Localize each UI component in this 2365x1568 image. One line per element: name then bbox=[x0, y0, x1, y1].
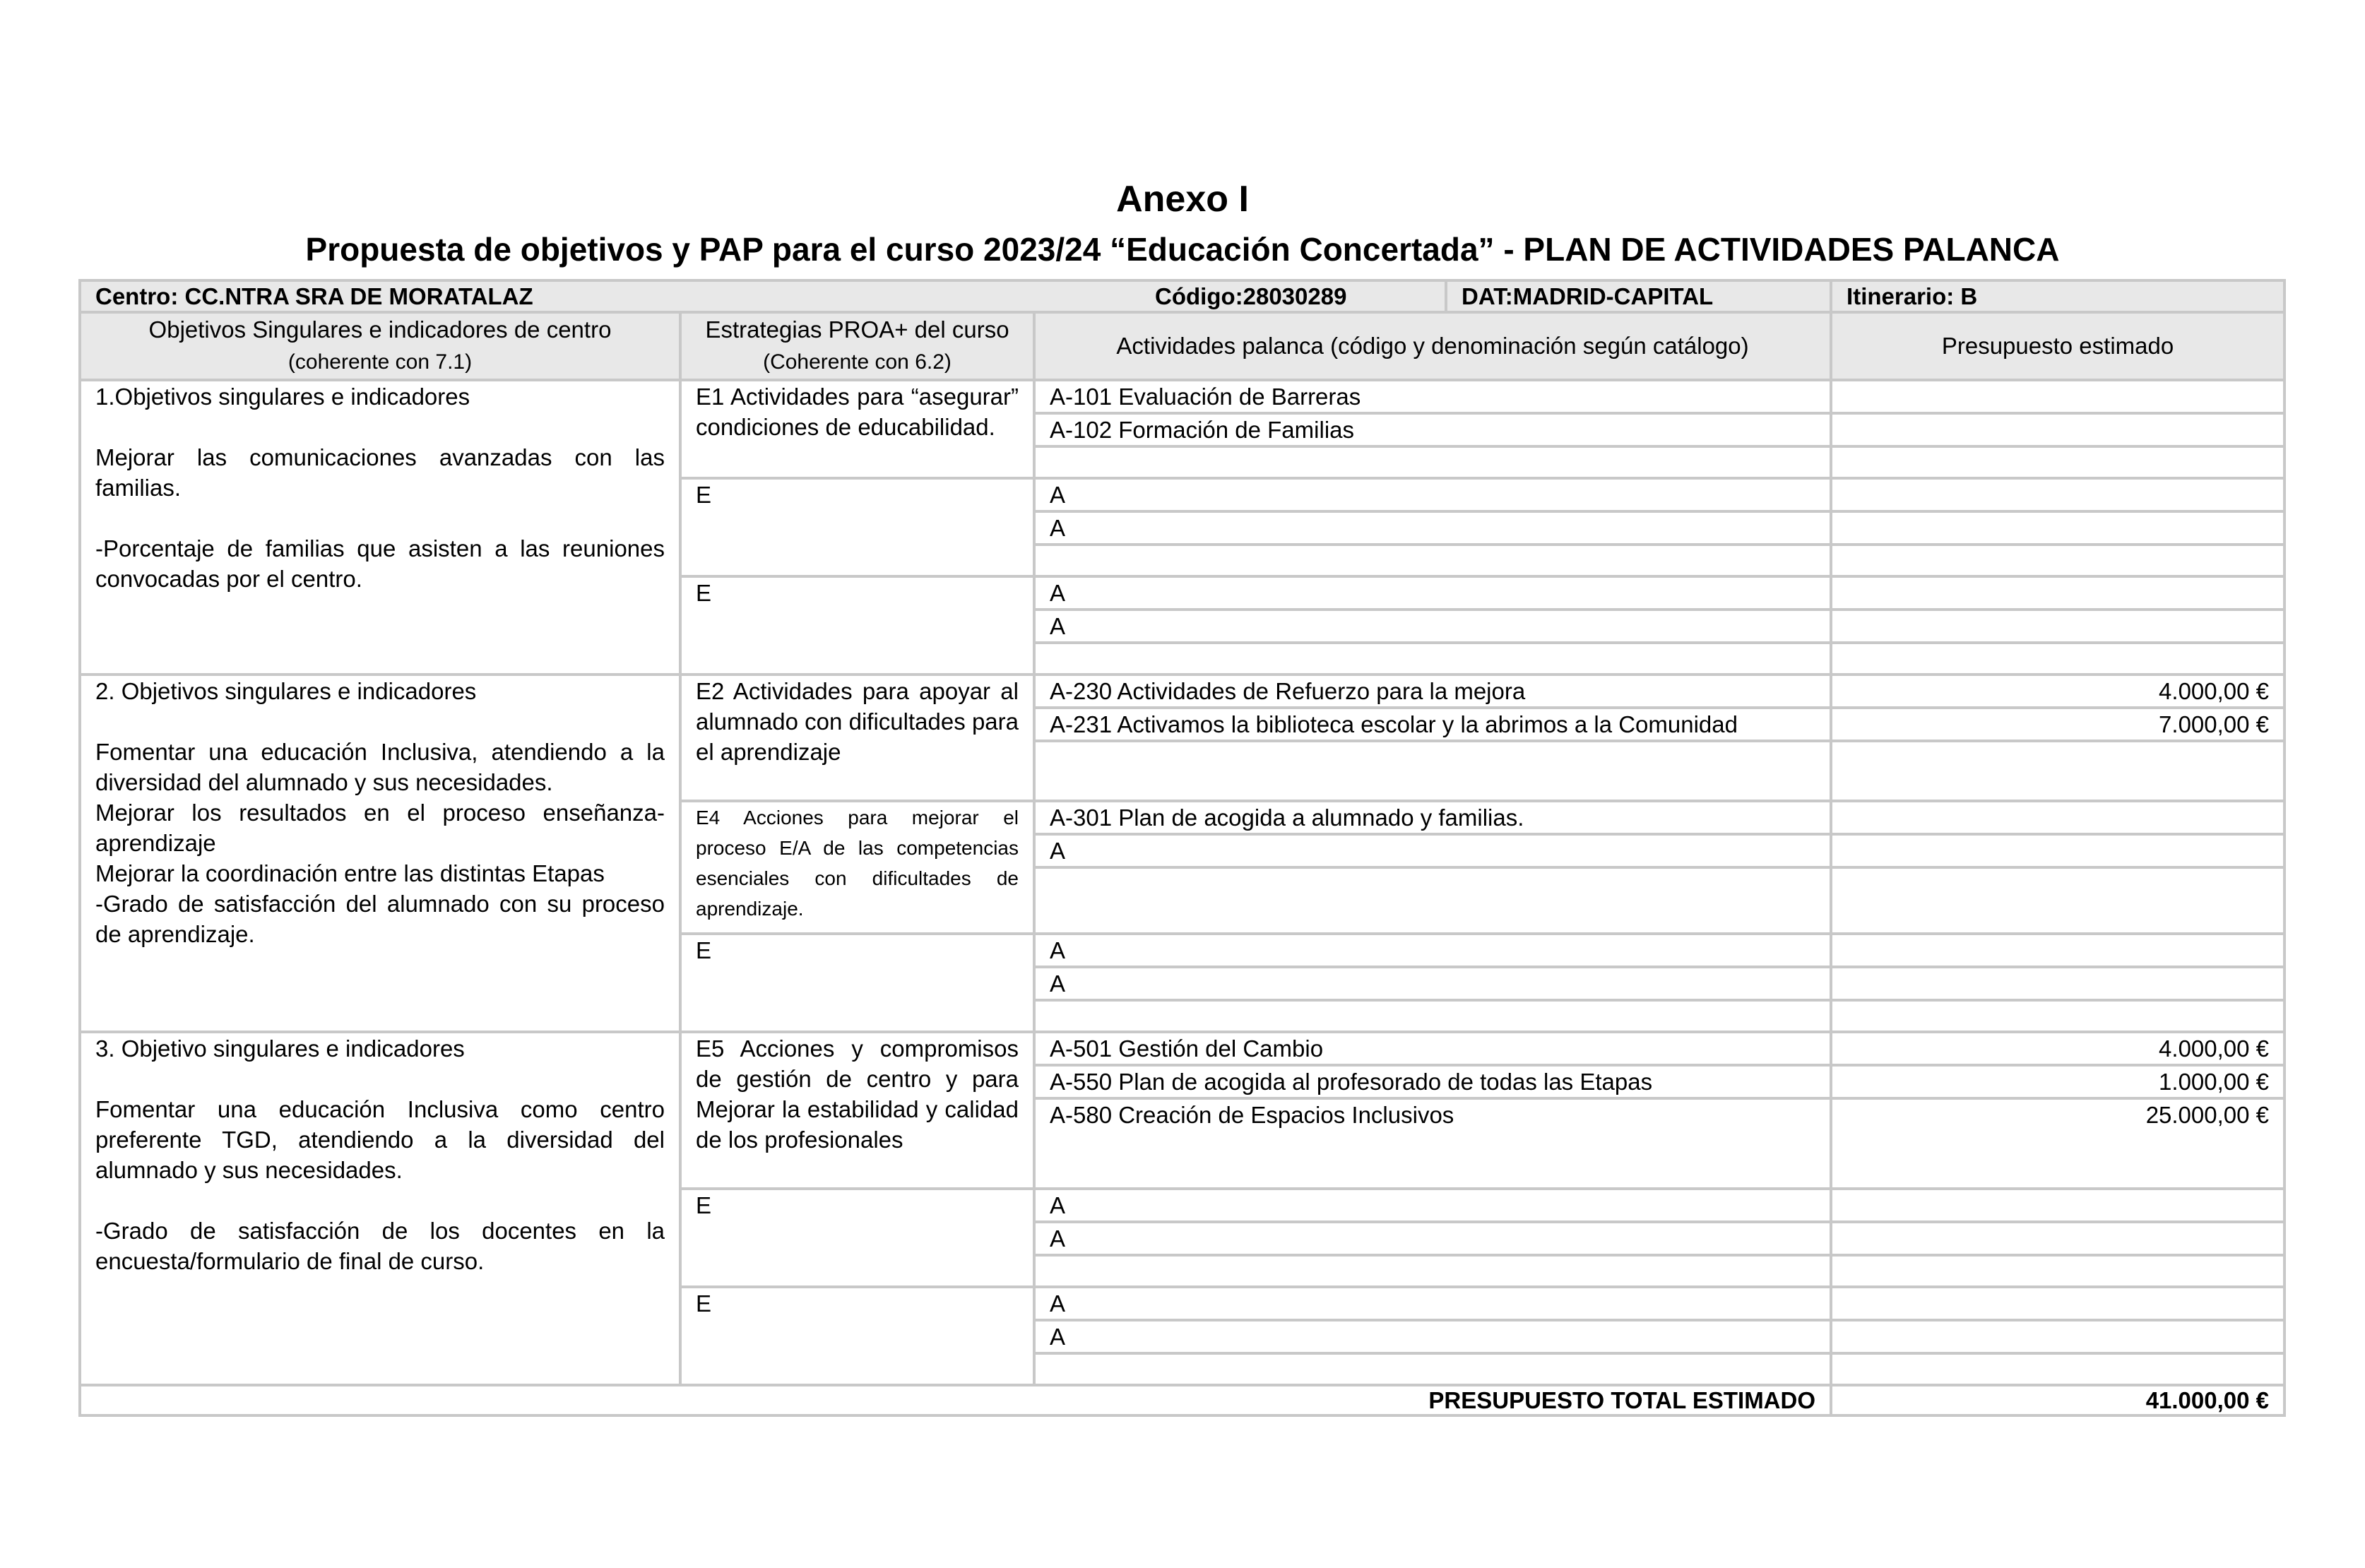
activity-cell: A bbox=[1034, 1287, 1831, 1320]
strategy-cell: E4 Acciones para mejorar el proceso E/A de las competencias esenciales con dificultades de aprendizaje. bbox=[680, 801, 1034, 934]
strategy-cell: E bbox=[680, 576, 1034, 675]
objective-cell: 1.Objetivos singulares e indicadores Mejorar las comunicaciones avanzadas con las familias. -Porcentaje de familias que asisten a las reuniones convocadas por el centro. bbox=[80, 380, 680, 675]
budget-cell bbox=[1831, 934, 2284, 967]
document-subtitle: Propuesta de objetivos y PAP para el curso 2023/24 “Educación Concertada” - PLAN DE ACTIVIDADES PALANCA bbox=[305, 231, 2060, 268]
budget-cell bbox=[1831, 478, 2284, 511]
budget-cell bbox=[1831, 545, 2284, 576]
budget-cell bbox=[1831, 511, 2284, 545]
strategy-cell: E bbox=[680, 1189, 1034, 1287]
budget-cell bbox=[1831, 1000, 2284, 1032]
objective-cell: 2. Objetivos singulares e indicadores Fomentar una educación Inclusiva, atendiendo a la diversidad del alumnado y sus necesidades. Mejorar los resultados en el proceso enseñanza-aprendizaje Mejorar la coordinación entre las distintas Etapas -Grado de satisfacción del alumnado con su proceso de aprendizaje. bbox=[80, 675, 680, 1032]
budget-cell bbox=[1831, 1320, 2284, 1353]
budget-cell bbox=[1831, 1353, 2284, 1385]
budget-cell: 4.000,00 € bbox=[1831, 675, 2284, 708]
budget-cell bbox=[1831, 867, 2284, 934]
budget-cell bbox=[1831, 1287, 2284, 1320]
strategy-cell: E5 Acciones y compromisos de gestión de centro y para Mejorar la estabilidad y calidad de los profesionales bbox=[680, 1032, 1034, 1189]
strategy-cell: E2 Actividades para apoyar al alumnado con dificultades para el aprendizaje bbox=[680, 675, 1034, 801]
activity-cell: A-230 Actividades de Refuerzo para la mejora bbox=[1034, 675, 1831, 708]
total-row bbox=[80, 1385, 2284, 1415]
activity-cell bbox=[1034, 867, 1831, 934]
dat: DAT:MADRID-CAPITAL bbox=[1445, 282, 1713, 311]
activity-cell bbox=[1034, 741, 1831, 801]
activity-cell bbox=[1034, 1000, 1831, 1032]
budget-cell bbox=[1831, 610, 2284, 643]
activity-cell: A bbox=[1034, 967, 1831, 1000]
activity-cell: A bbox=[1034, 1222, 1831, 1255]
budget-cell: 1.000,00 € bbox=[1831, 1065, 2284, 1098]
activity-cell: A-102 Formación de Familias bbox=[1034, 413, 1831, 446]
activity-cell: A bbox=[1034, 834, 1831, 867]
budget-cell bbox=[1831, 741, 2284, 801]
activity-cell: A-231 Activamos la biblioteca escolar y la abrimos a la Comunidad bbox=[1034, 708, 1831, 741]
activity-cell: A-101 Evaluación de Barreras bbox=[1034, 380, 1831, 413]
budget-cell: 4.000,00 € bbox=[1831, 1032, 2284, 1065]
activity-cell: A bbox=[1034, 576, 1831, 610]
budget-cell bbox=[1831, 643, 2284, 675]
col-header-objetivos: Objetivos Singulares e indicadores de centro (coherente con 7.1) bbox=[80, 312, 680, 380]
strategy-cell: E bbox=[680, 934, 1034, 1032]
activity-cell bbox=[1034, 1255, 1831, 1287]
activities-plan-table bbox=[78, 279, 2286, 1417]
table-row bbox=[80, 675, 2284, 708]
strategy-cell: E1 Actividades para “asegurar” condiciones de educabilidad. bbox=[680, 380, 1034, 478]
table-row bbox=[80, 1032, 2284, 1065]
center-info-cell bbox=[80, 280, 1831, 312]
center-info-row bbox=[80, 280, 2284, 312]
budget-cell: 7.000,00 € bbox=[1831, 708, 2284, 741]
activity-cell: A bbox=[1034, 610, 1831, 643]
budget-cell bbox=[1831, 413, 2284, 446]
strategy-cell: E bbox=[680, 478, 1034, 576]
col-header-actividades: Actividades palanca (código y denominación según catálogo) bbox=[1034, 312, 1831, 380]
activity-cell bbox=[1034, 643, 1831, 675]
activity-cell: A bbox=[1034, 511, 1831, 545]
activity-cell: A bbox=[1034, 1189, 1831, 1222]
activity-cell bbox=[1034, 545, 1831, 576]
activity-cell: A bbox=[1034, 478, 1831, 511]
budget-cell bbox=[1831, 834, 2284, 867]
budget-cell bbox=[1831, 1222, 2284, 1255]
objective-cell: 3. Objetivo singulares e indicadores Fomentar una educación Inclusiva como centro preferente TGD, atendiendo a la diversidad del alumnado y sus necesidades. -Grado de satisfacción de los docentes en la encuesta/formulario de final de curso. bbox=[80, 1032, 680, 1385]
budget-cell bbox=[1831, 967, 2284, 1000]
itinerario: Itinerario: B bbox=[1831, 280, 2284, 312]
total-label: PRESUPUESTO TOTAL ESTIMADO bbox=[80, 1385, 1831, 1415]
budget-cell bbox=[1831, 576, 2284, 610]
codigo: Código:28030289 bbox=[1155, 283, 1347, 309]
budget-cell bbox=[1831, 801, 2284, 834]
column-header-row bbox=[80, 312, 2284, 380]
budget-cell: 25.000,00 € bbox=[1831, 1098, 2284, 1189]
strategy-cell: E bbox=[680, 1287, 1034, 1385]
activity-cell: A-301 Plan de acogida a alumnado y familias. bbox=[1034, 801, 1831, 834]
activity-cell: A bbox=[1034, 934, 1831, 967]
activity-cell: A-501 Gestión del Cambio bbox=[1034, 1032, 1831, 1065]
annex-title: Anexo I bbox=[1116, 179, 1249, 220]
budget-cell bbox=[1831, 446, 2284, 478]
centro-name: Centro: CC.NTRA SRA DE MORATALAZ bbox=[95, 283, 533, 309]
total-amount: 41.000,00 € bbox=[1831, 1385, 2284, 1415]
col-header-estrategias: Estrategias PROA+ del curso (Coherente con 6.2) bbox=[680, 312, 1034, 380]
budget-cell bbox=[1831, 1189, 2284, 1222]
activity-cell: A-580 Creación de Espacios Inclusivos bbox=[1034, 1098, 1831, 1189]
budget-cell bbox=[1831, 380, 2284, 413]
activity-cell: A bbox=[1034, 1320, 1831, 1353]
budget-cell bbox=[1831, 1255, 2284, 1287]
col-header-presupuesto: Presupuesto estimado bbox=[1831, 312, 2284, 380]
table-row bbox=[80, 380, 2284, 413]
activity-cell: A-550 Plan de acogida al profesorado de todas las Etapas bbox=[1034, 1065, 1831, 1098]
activity-cell bbox=[1034, 1353, 1831, 1385]
activity-cell bbox=[1034, 446, 1831, 478]
